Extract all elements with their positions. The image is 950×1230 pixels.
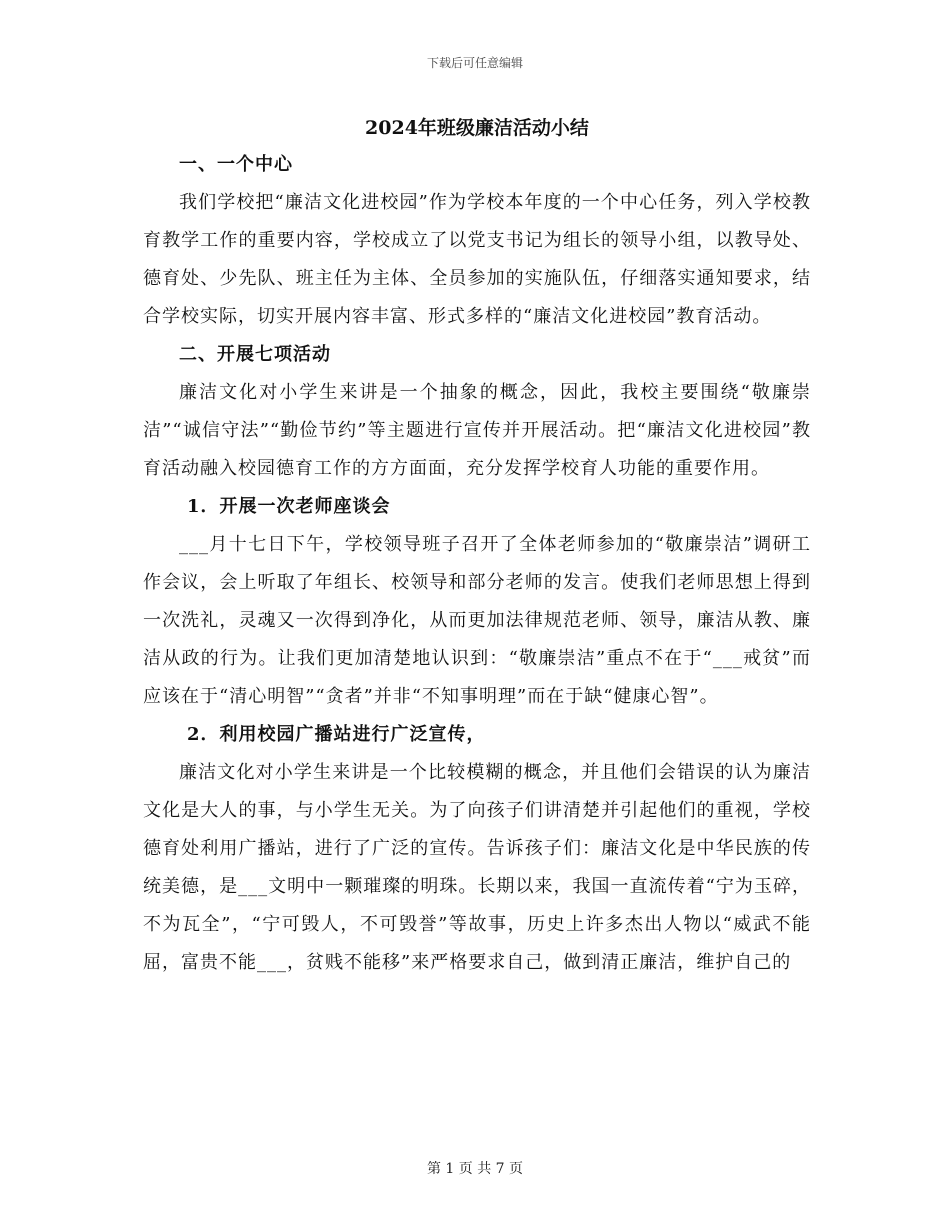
item-2-heading: 2．利用校园广播站进行广泛宣传， [187,724,486,745]
item-1-paragraph: ___月十七日下午，学校领导班子召开了全体老师参加的“敬廉崇洁”调研工作会议，会上听取了年组长、校领导和部分老师的发言。使我们老师思想上得到一次洗礼，灵魂又一次得到净化，从而更加法律规范老师、领导，廉洁从教、廉洁从政的行为。让我们更加清楚地认识到：“敬廉崇洁”重点不在于“___戒贫”而应该在于“清心明智”“贪者”并非“不知事明理”而在于缺“健康心智”。 [143,534,811,707]
section-1-paragraph: 我们学校把“廉洁文化进校园”作为学校本年度的一个中心任务，列入学校教育教学工作的重要内容，学校成立了以党支书记为组长的领导小组，以教导处、德育处、少先队、班主任为主体、全员参加的实施队伍，仔细落实通知要求，结合学校实际，切实开展内容丰富、形式多样的“廉洁文化进校园”教育活动。 [143,192,811,327]
page-footer: 第 1 页 共 7 页 [426,1161,524,1177]
section-1-heading: 一、一个中心 [179,154,293,175]
item-2-paragraph: 廉洁文化对小学生来讲是一个比较模糊的概念，并且他们会错误的认为廉洁文化是大人的事，与小学生无关。为了向孩子们讲清楚并引起他们的重视，学校德育处利用广播站，进行了广泛的宣传。告诉孩子们：廉洁文化是中华民族的传统美德，是___文明中一颗璀璨的明珠。长期以来，我国一直流传着“宁为玉碎，不为瓦全”，“宁可毁人，不可毁誉”等故事，历史上许多杰出人物以“威武不能屈，富贵不能___，贫贱不能移”来严格要求自己，做到清正廉洁，维护自己的 [143,762,811,973]
section-2-paragraph: 廉洁文化对小学生来讲是一个抽象的概念，因此，我校主要围绕“敬廉崇洁”“诚信守法”“勤俭节约”等主题进行宣传并开展活动。把“廉洁文化进校园”教育活动融入校园德育工作的方方面面，充分发挥学校育人功能的重要作用。 [143,382,811,479]
section-2-heading: 二、开展七项活动 [179,344,331,365]
item-1-heading: 1．开展一次老师座谈会 [187,496,391,517]
document-title: 2024年班级廉洁活动小结 [365,117,589,139]
document-body [143,112,811,982]
header-note: 下载后可任意编辑 [426,56,523,70]
